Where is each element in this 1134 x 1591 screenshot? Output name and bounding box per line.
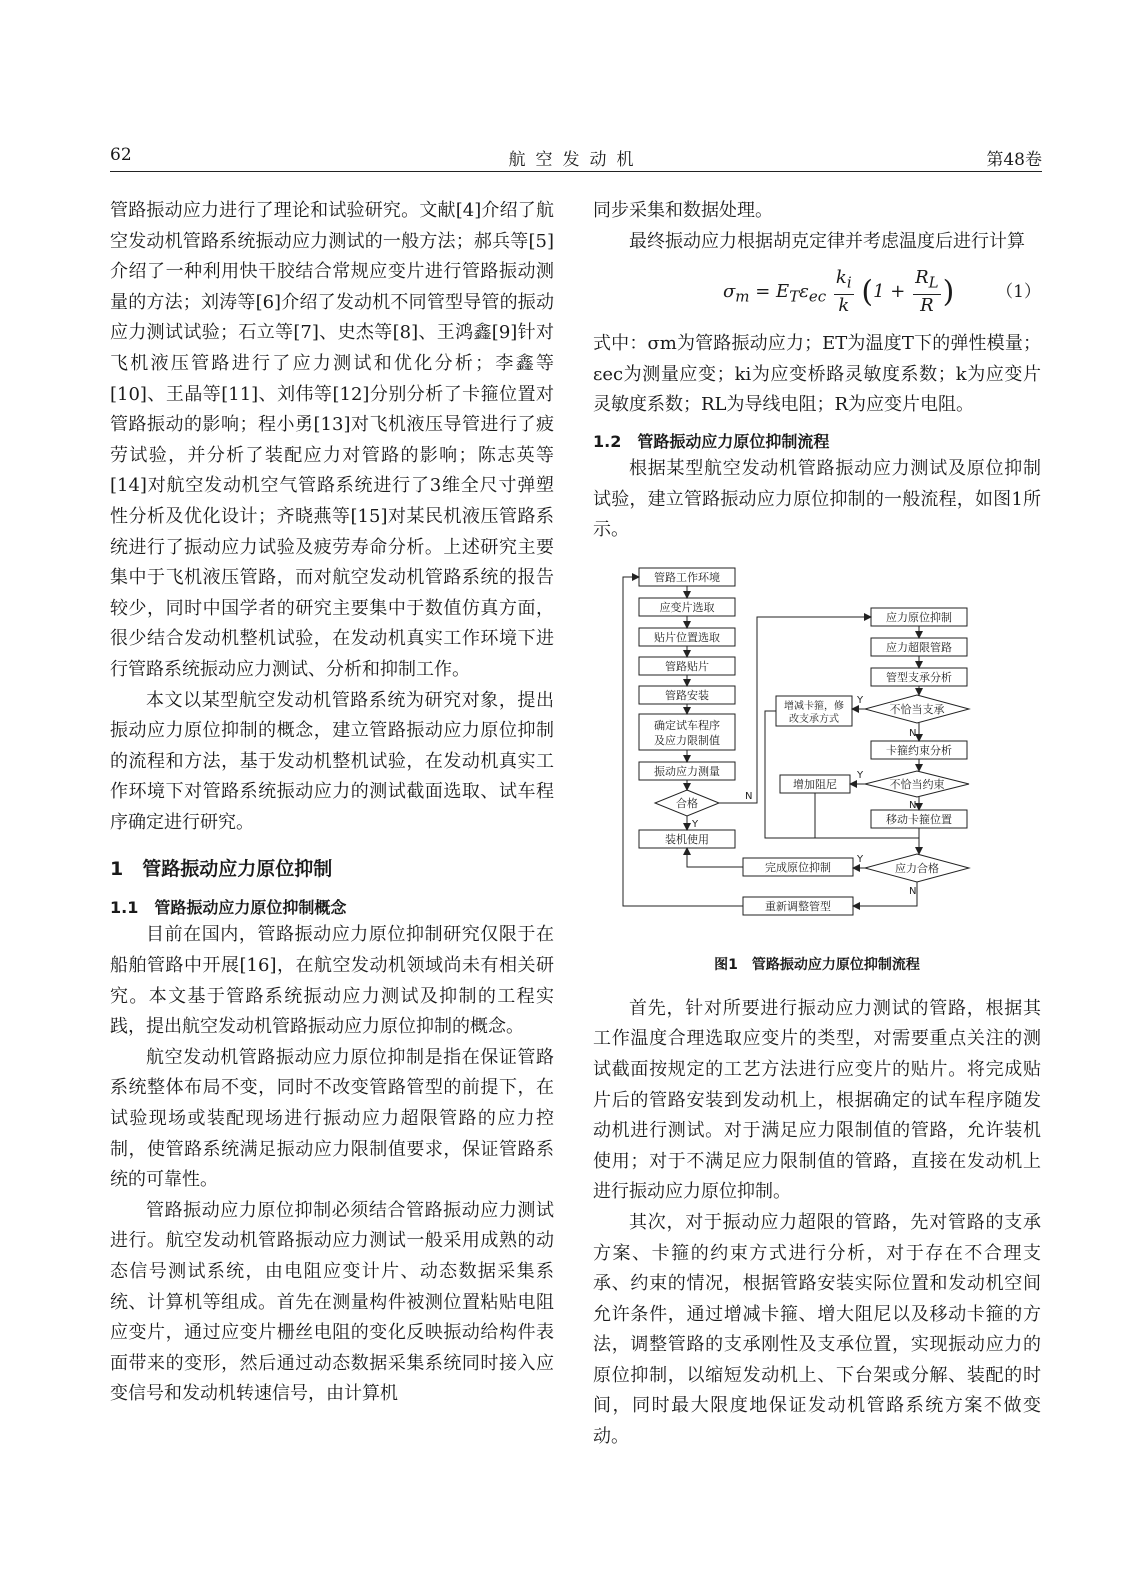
flow-node: 管路安装 xyxy=(665,688,709,702)
flowchart-figure xyxy=(593,556,1041,946)
running-header xyxy=(110,143,1042,172)
paragraph: 其次，对于振动应力超限的管路，先对管路的支承方案、卡箍的约束方式进行分析，对于存在不合理支承、约束的情况，根据管路安装实际位置和发动机空间允许条件，通过增减卡箍、增大阻尼以及移动卡箍的方法，调整管路的支承刚性及支承位置，实现振动应力的原位抑制，以缩短发动机上、下台架或分解、装配的时间，同时最大限度地保证发动机管路系统方案不做变动。 xyxy=(593,1211,1041,1448)
flow-label-yes: Y xyxy=(692,818,699,830)
left-column xyxy=(110,196,554,1410)
paragraph: 同步采集和数据处理。 xyxy=(593,200,773,221)
journal-title: 航空发动机 xyxy=(508,150,644,170)
flow-label-no: N xyxy=(909,885,917,897)
equation-number: （1） xyxy=(996,282,1041,303)
paragraph: 首先，针对所要进行振动应力测试的管路，根据其工作温度合理选取应变片的类型，对需要重点关注的测试截面按规定的工艺方法进行应变片的贴片。将完成贴片后的管路安装到发动机上，根据确定的试车程序随发动机进行测试。对于满足应力限制值的管路，允许装机使用；对于不满足应力限制值的管路，直接在发动机上进行振动应力原位抑制。 xyxy=(593,997,1041,1203)
equation-body: $\sigma_m = E_T\varepsilon_{ec}$ $\frac{k_i}{k}$ (1 + $\frac{R_L}{R}$ ) xyxy=(723,267,955,316)
flow-node: 管型支承分析 xyxy=(886,670,952,684)
flow-label-yes: Y xyxy=(857,769,864,781)
flow-node: 装机使用 xyxy=(665,832,709,846)
flow-label-no: N xyxy=(909,799,917,811)
flow-node: 应力原位抑制 xyxy=(886,610,952,624)
flow-node: 应力超限管路 xyxy=(886,640,952,654)
flow-label-no: N xyxy=(909,727,917,739)
flow-decision: 合格 xyxy=(676,796,698,810)
flow-node: 增减卡箍，修 xyxy=(784,700,844,712)
flow-decision: 应力合格 xyxy=(895,861,939,875)
flow-node: 改支承方式 xyxy=(789,713,839,725)
flow-node: 管路贴片 xyxy=(665,659,709,673)
right-column xyxy=(593,196,1041,1453)
section-heading: 1 管路振动应力原位抑制 xyxy=(110,858,333,881)
flow-node: 管路工作环境 xyxy=(654,570,720,584)
subsection-heading: 1.1 管路振动应力原位抑制概念 xyxy=(110,898,347,918)
paragraph: 管路振动应力进行了理论和试验研究。文献[4]介绍了航空发动机管路系统振动应力测试的一般方法；郝兵等[5]介绍了一种利用快干胶结合常规应变片进行管路振动测量的方法；刘涛等[6]介绍了发动机不同管型导管的振动应力测试试验；石立等[7]、史杰等[8]、王鸿鑫[9]针对飞机液压管路进行了应力测试和优化分析；李鑫等[10]、王晶等[11]、刘伟等[12]分别分析了卡箍位置对管路振动的影响；程小勇[13]对飞机液压导管进行了疲劳试验，并分析了装配应力对管路的影响；陈志英等[14]对航空发动机空气管路系统进行了3维全尺寸弹塑性分析及优化设计；齐晓燕等[15]对某民机液压管路系统进行了振动应力试验及疲劳寿命分析。上述研究主要集中于飞机液压管路，而对航空发动机管路系统的报告较少，同时中国学者的研究主要集中于数值仿真方面，很少结合发动机整机试验，在发动机真实工作环境下进行管路系统振动应力测试、分析和抑制工作。 xyxy=(110,200,554,680)
flow-node: 振动应力测量 xyxy=(654,764,720,778)
flow-node: 应变片选取 xyxy=(659,600,715,614)
flow-decision: 不恰当约束 xyxy=(889,777,945,791)
paragraph: 本文以某型航空发动机管路系统为研究对象，提出振动应力原位抑制的概念，建立管路振动应力原位抑制的流程和方法，基于发动机整机试验，在发动机真实工作环境下对管路系统振动应力的测试截面选取、试车程序确定进行研究。 xyxy=(110,689,554,833)
flow-node: 增加阻尼 xyxy=(793,777,837,791)
paragraph: 目前在国内，管路振动应力原位抑制研究仅限于在船舶管路中开展[16]，在航空发动机领域尚未有相关研究。本文基于管路系统振动应力测试及抑制的工程实践，提出航空发动机管路振动应力原位抑制的概念。 xyxy=(110,924,554,1038)
flow-node: 贴片位置选取 xyxy=(654,630,720,644)
flow-node: 及应力限制值 xyxy=(654,733,720,747)
flow-node: 卡箍约束分析 xyxy=(886,743,952,757)
paragraph: 管路振动应力原位抑制必须结合管路振动应力测试进行。航空发动机管路振动应力测试一般采用成熟的动态信号测试系统，由电阻应变计片、动态数据采集系统、计算机等组成。首先在测量构件被测位置粘贴电阻应变片，通过应变片栅丝电阻的变化反映振动给构件表面带来的变形，然后通过动态数据采集系统同时接入应变信号和发动机转速信号，由计算机 xyxy=(110,1199,554,1405)
flow-label-yes: Y xyxy=(857,694,864,706)
equation xyxy=(593,259,1041,325)
flow-node: 完成原位抑制 xyxy=(765,860,831,874)
paragraph: 根据某型航空发动机管路振动应力测试及原位抑制试验，建立管路振动应力原位抑制的一般流程，如图1所示。 xyxy=(593,457,1041,541)
subsection-heading: 1.2 管路振动应力原位抑制流程 xyxy=(593,431,830,451)
paragraph: 航空发动机管路振动应力原位抑制是指在保证管路系统整体布局不变，同时不改变管路管型的前提下，在试验现场或装配现场进行振动应力超限管路的应力控制，使管路系统满足振动应力限制值要求，保证管路系统的可靠性。 xyxy=(110,1046,554,1191)
paragraph: 式中：σm为管路振动应力；ET为温度T下的弹性模量；εec为测量应变；ki为应变桥路灵敏度系数；k为应变片灵敏度系数；RL为导线电阻；R为应变片电阻。 xyxy=(593,333,1041,416)
volume-label: 第48卷 xyxy=(986,150,1042,170)
paragraph: 最终振动应力根据胡克定律并考虑温度后进行计算 xyxy=(629,230,1025,252)
flow-label-no: N xyxy=(745,790,753,802)
flow-node: 确定试车程序 xyxy=(654,718,720,732)
flow-node: 重新调整管型 xyxy=(765,899,831,913)
flow-decision: 不恰当支承 xyxy=(889,702,945,716)
flow-label-yes: Y xyxy=(857,853,864,865)
flow-node: 移动卡箍位置 xyxy=(886,812,952,826)
page-number: 62 xyxy=(110,145,132,165)
figure-caption: 图1 管路振动应力原位抑制流程 xyxy=(714,956,920,973)
